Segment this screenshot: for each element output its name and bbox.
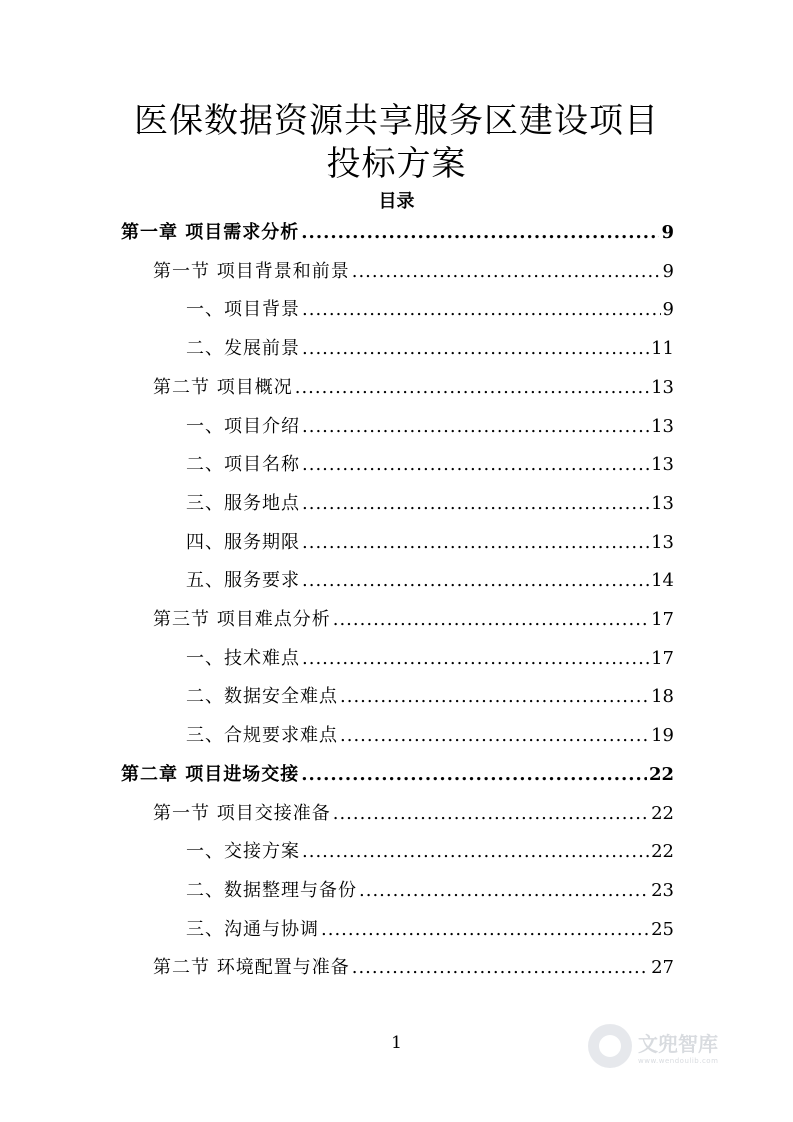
toc-subsection-entry[interactable] xyxy=(186,915,674,949)
toc-entry-page: 17 xyxy=(651,609,674,630)
toc-entry-page: 13 xyxy=(651,454,674,476)
logo-icon xyxy=(588,1024,632,1068)
toc-subsection-entry[interactable] xyxy=(186,566,674,600)
toc-entry-label: 二、数据安全难点 xyxy=(186,686,338,708)
toc-entry-label: 第二章 项目进场交接 xyxy=(121,763,300,785)
toc-entry-page: 18 xyxy=(651,686,674,708)
toc-entry-label: 一、项目背景 xyxy=(186,299,300,321)
toc-entry-page: 14 xyxy=(651,570,674,592)
toc-entry-label: 一、技术难点 xyxy=(186,647,300,669)
toc-entry-label: 一、交接方案 xyxy=(186,841,300,863)
toc-entry-page: 22 xyxy=(648,763,674,785)
toc-subsection-entry[interactable] xyxy=(186,644,674,678)
toc-entry-page: 19 xyxy=(651,725,674,747)
toc-leader-dots xyxy=(302,532,649,553)
toc-entry-page: 23 xyxy=(651,879,674,901)
toc-leader-dots xyxy=(302,416,649,437)
toc-subsection-entry[interactable] xyxy=(186,528,674,562)
toc-entry-page: 13 xyxy=(651,415,674,437)
toc-entry-label: 一、项目介绍 xyxy=(186,415,300,437)
toc-entry-label: 三、合规要求难点 xyxy=(186,725,338,747)
toc-entry-label: 四、服务期限 xyxy=(186,531,300,553)
toc-entry-page: 9 xyxy=(662,299,674,321)
toc-entry-label: 二、数据整理与备份 xyxy=(186,879,357,901)
toc-entry-page: 27 xyxy=(651,957,674,979)
toc-leader-dots xyxy=(295,377,649,398)
toc-entry-label: 第一节 项目背景和前景 xyxy=(153,260,350,282)
toc-leader-dots xyxy=(302,299,661,320)
watermark-url: www.wendoulib.com xyxy=(638,1056,719,1065)
toc-entry-page: 13 xyxy=(651,492,674,514)
toc-entry-label: 三、服务地点 xyxy=(186,492,300,514)
toc-entry-page: 25 xyxy=(651,918,674,940)
toc-subsection-entry[interactable] xyxy=(186,876,674,910)
toc-chapter-entry[interactable] xyxy=(121,218,674,252)
toc-entry-label: 三、沟通与协调 xyxy=(186,918,319,940)
toc-entry-page: 9 xyxy=(662,260,674,282)
toc-leader-dots xyxy=(301,222,659,243)
toc-entry-label: 第二节 项目概况 xyxy=(153,376,293,398)
watermark xyxy=(588,1018,758,1074)
toc-leader-dots xyxy=(333,609,649,630)
toc-entry-label: 第一节 项目交接准备 xyxy=(153,802,331,824)
toc-leader-dots xyxy=(302,454,649,475)
toc-entry-label: 第一章 项目需求分析 xyxy=(121,222,300,243)
toc-entry-page: 9 xyxy=(661,222,674,243)
document-title-line2: 投标方案 xyxy=(326,144,467,184)
toc-leader-dots xyxy=(302,570,649,591)
toc-leader-dots xyxy=(302,648,649,669)
toc-entry-page: 13 xyxy=(651,531,674,553)
toc-entry-page: 13 xyxy=(651,376,674,398)
toc-entry-label: 第二节 环境配置与准备 xyxy=(153,957,350,979)
toc-leader-dots xyxy=(340,725,649,746)
toc-section-entry[interactable] xyxy=(153,373,674,407)
toc-leader-dots xyxy=(302,338,649,359)
toc-leader-dots xyxy=(301,764,647,785)
toc-heading: 目录 xyxy=(378,191,415,212)
toc-entry-page: 11 xyxy=(651,338,674,360)
toc-subsection-entry[interactable] xyxy=(186,334,674,368)
toc-chapter-entry[interactable] xyxy=(121,760,674,794)
document-title-line1: 医保数据资源共享服务区建设项目 xyxy=(134,101,659,141)
toc-leader-dots xyxy=(340,686,649,707)
toc-leader-dots xyxy=(333,803,649,824)
toc-entry-label: 二、项目名称 xyxy=(186,454,300,476)
toc-section-entry[interactable] xyxy=(153,953,674,987)
toc-leader-dots xyxy=(302,493,649,514)
toc-entry-label: 第三节 项目难点分析 xyxy=(153,609,331,630)
toc-entry-page: 17 xyxy=(651,647,674,669)
toc-subsection-entry[interactable] xyxy=(186,489,674,523)
toc-subsection-entry[interactable] xyxy=(186,682,674,716)
toc-leader-dots xyxy=(302,841,649,862)
toc-subsection-entry[interactable] xyxy=(186,721,674,755)
page-number: 1 xyxy=(391,1033,402,1053)
toc-leader-dots xyxy=(352,957,649,978)
toc-section-entry[interactable] xyxy=(153,799,674,833)
toc-leader-dots xyxy=(321,919,649,940)
toc-subsection-entry[interactable] xyxy=(186,412,674,446)
toc-entry-page: 22 xyxy=(651,841,674,863)
toc-entry-label: 五、服务要求 xyxy=(186,570,300,592)
toc-leader-dots xyxy=(359,880,649,901)
toc-subsection-entry[interactable] xyxy=(186,450,674,484)
toc-section-entry[interactable] xyxy=(153,605,674,639)
toc-subsection-entry[interactable] xyxy=(186,837,674,871)
toc-entry-label: 二、发展前景 xyxy=(186,338,300,360)
toc-subsection-entry[interactable] xyxy=(186,295,674,329)
toc-section-entry[interactable] xyxy=(153,257,674,291)
toc-leader-dots xyxy=(352,261,661,282)
toc-entry-page: 22 xyxy=(651,802,674,824)
watermark-brand: 文兜智库 xyxy=(638,1031,718,1056)
